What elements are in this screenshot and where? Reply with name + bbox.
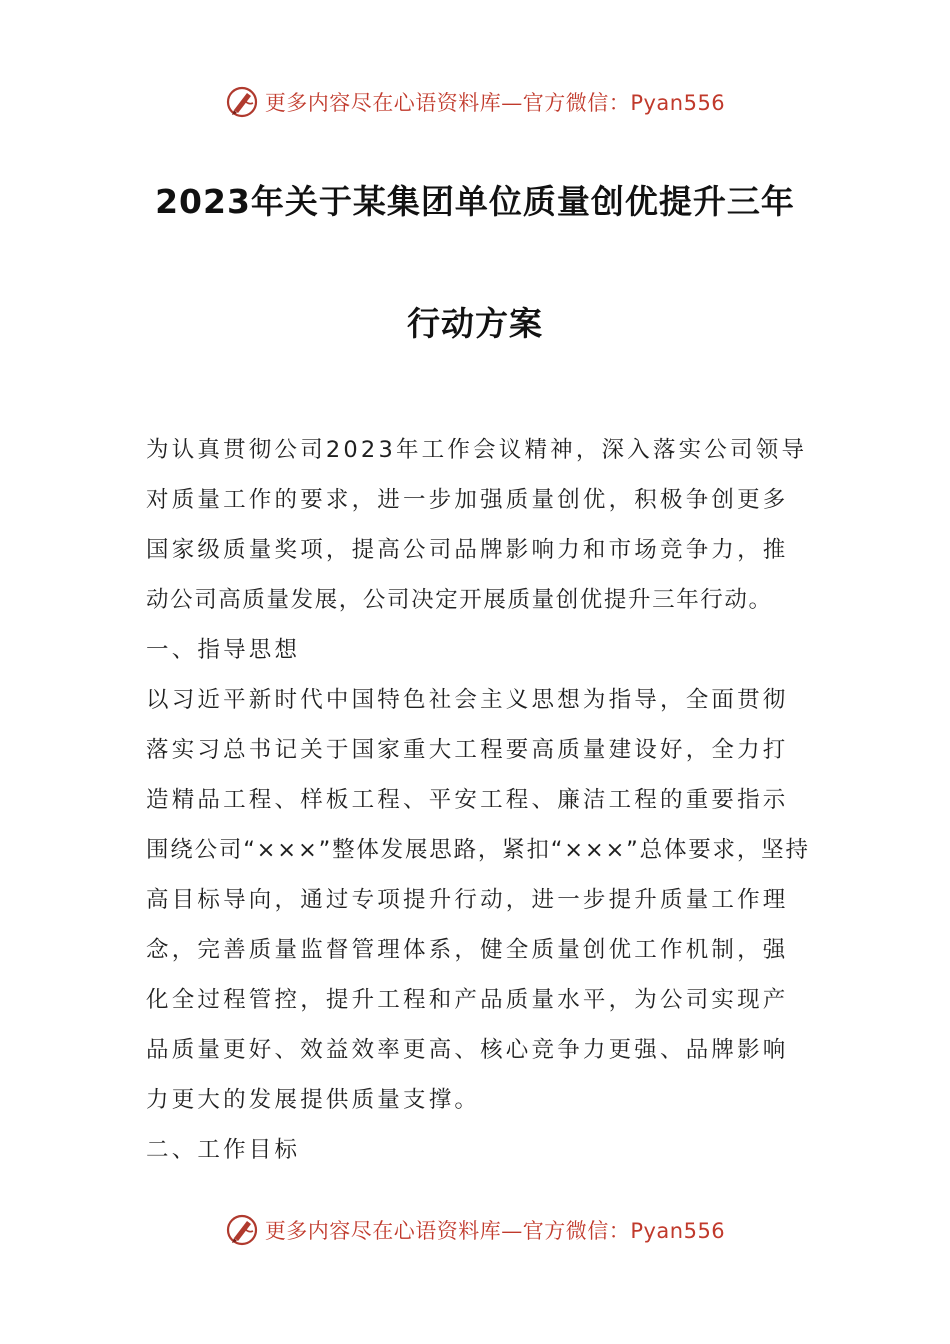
watermark-text: 更多内容尽在心语资料库—官方微信：Pyan556 [264, 1219, 726, 1243]
document-title-line-1: 2023年关于某集团单位质量创优提升三年 [155, 182, 795, 221]
body-line: 对质量工作的要求，进一步加强质量创优，积极争创更多 [146, 487, 789, 513]
body-line: 落实习总书记关于国家重大工程要高质量建设好，全力打 [146, 737, 789, 763]
header-watermark [0, 82, 950, 122]
document-body [146, 425, 810, 1175]
wechat-id: Pyan556 [630, 1219, 726, 1243]
body-line: 高目标导向，通过专项提升行动，进一步提升质量工作理 [146, 887, 789, 913]
pen-logo-icon [225, 85, 259, 119]
body-line: 造精品工程、样板工程、平安工程、廉洁工程的重要指示 [146, 787, 789, 813]
body-line: 念，完善质量监督管理体系，健全质量创优工作机制，强 [146, 937, 789, 963]
body-line: 国家级质量奖项，提高公司品牌影响力和市场竞争力，推 [146, 537, 789, 563]
watermark-text: 更多内容尽在心语资料库—官方微信：Pyan556 [264, 91, 726, 115]
body-line: 品质量更好、效益效率更高、核心竞争力更强、品牌影响 [146, 1037, 789, 1063]
wechat-id: Pyan556 [630, 91, 726, 115]
body-line: 化全过程管控，提升工程和产品质量水平，为公司实现产 [146, 987, 789, 1013]
body-line: 力更大的发展提供质量支撑。 [146, 1087, 481, 1113]
section-heading-guiding-ideology: 一、指导思想 [146, 637, 301, 663]
body-line: 动公司高质量发展，公司决定开展质量创优提升三年行动。 [146, 587, 773, 613]
body-line: 为认真贯彻公司2023年工作会议精神，深入落实公司领导 [146, 437, 808, 463]
body-line: 围绕公司“×××”整体发展思路，紧扣“×××”总体要求，坚持 [146, 837, 810, 863]
body-line: 以习近平新时代中国特色社会主义思想为指导，全面贯彻 [146, 687, 789, 713]
section-heading-work-goals: 二、工作目标 [146, 1137, 301, 1163]
footer-watermark [0, 1210, 950, 1250]
document-title-line-2: 行动方案 [407, 304, 543, 343]
pen-logo-icon [225, 1213, 259, 1247]
